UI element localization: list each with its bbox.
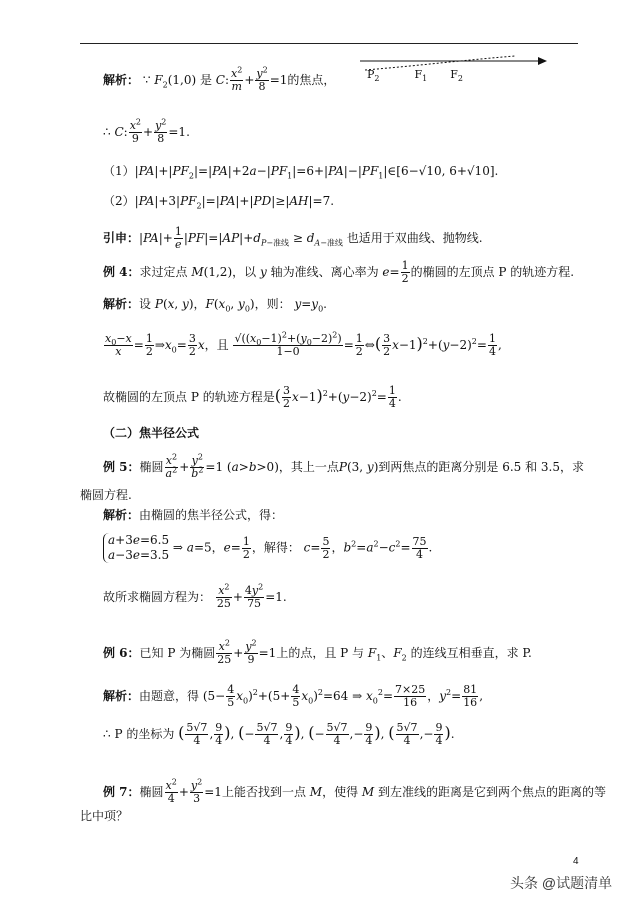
- example-5-cont: 椭圆方程.: [80, 488, 132, 502]
- example-4: 例 4：求过定点 M(1,2)，以 y 轴为准线、离心率为 e= $\frac{1}{2}$ 的椭圆的左顶点 P 的轨迹方程.: [103, 259, 575, 285]
- example-4-conclusion: 故椭圆的左顶点 P 的轨迹方程是( $\frac{3}{2}$ $x-1)^2+(y-2)^2=$ $\frac{1}{4}$ .: [103, 384, 402, 410]
- extension-line: 引申：|PA|+ $\frac{1}{e}$ $|PF|=|AP|+d_{P-准线} \ge d_{A-准线}$ 也适用于双曲线、抛物线.: [103, 225, 483, 251]
- example-6-coordinates: ∴ P 的坐标为 ( $\frac{5√7}{4}$ , $\frac{9}{4}$ ), (− $\frac{5√7}{4}$ , $\frac{9}{4}$ ), (− $\frac{5√7}{4}$ ,− $\frac{9}{4}$ ), ( $\frac{5√7}{4}$ ,− $\frac{9}{4}$ ).: [103, 721, 455, 747]
- example-6-solution: 解析：由题意，得 (5− $\frac{4}{5}$ $x_0)^2+(5+$ $\frac{4}{5}$ $x_0)^2=64$ ⇒ $x_0^2=$ $\frac{7\times 25}{16}$ ，$y^2=$ $\frac{81}{16}$ ,: [103, 683, 484, 709]
- example-5-solution: 解析：由椭圆的焦半径公式，得：: [103, 508, 284, 522]
- solution-part-1: $(1)|PA|+|PF_2|=|PA|+2a-|PF_1|=6+|PA|-|PF_1|\in[6-√10$, 6+√10].: [103, 164, 499, 181]
- example-5-conclusion: 故所求椭圆方程为： $\frac{x^2}{25}$ + $\frac{4y^2}{75}$ =1.: [103, 582, 287, 610]
- section-title-focal-radius: （二）焦半径公式: [103, 426, 200, 440]
- axis-arrow-icon: [538, 57, 547, 65]
- example-5-system: a+3e=6.5 a−3e=3.5 ⇒ a=5，e= $\frac{1}{2}$ ，解得： c= $\frac{5}{2}$ ，$b^2=a^2-c^2=$ $\frac{75}{4}$ .: [103, 533, 432, 563]
- example-6: 例 6：已知 P 为椭圆 $\frac{x^2}{25}$ + $\frac{y^2}{9}$ =1上的点，且 P 与 $F_1$、$F_2$ 的连线互相垂直，求 P.: [103, 638, 532, 666]
- header-rule: [80, 43, 578, 44]
- solution-line-1: 解析： ∵ $F_2(1,0)$ 是 C: $\frac{x^2}{m}$ + $\frac{y^2}{8}$ =1的焦点，: [103, 65, 336, 93]
- example-7-cont: 比中项？: [80, 809, 129, 823]
- diagram-labels: $P_2$ $F_1$ $F_2$: [367, 68, 463, 84]
- watermark: 头条 @试题清单: [510, 875, 613, 891]
- page-number: 4: [573, 856, 579, 867]
- example-5: 例 5：椭圆 $\frac{x^2}{a^2}$ + $\frac{y^2}{b^2}$ =1 (a>b>0)，其上一点P(3, y)到两焦点的距离分别是 6.5 和 3.5，求: [103, 452, 585, 480]
- solution-part-2: $(2)|PA|+3|PF_2|=|PA|+|PD|\ge|AH|=7$.: [103, 194, 335, 211]
- example-7: 例 7：椭圆 $\frac{x^2}{4}$ + $\frac{y^2}{3}$ =1上能否找到一点 M，使得 M 到左准线的距离是它到两个焦点的距离的等: [103, 777, 607, 805]
- example-4-solution: 解析：设 P(x, y)，$F(x_0$, $y_0$)，则： $y=y_0$.: [103, 297, 327, 314]
- example-4-equation: $\frac{x_0-x}{x}$ = $\frac{1}{2}$ $\Rightarrow x_0=$ $\frac{3}{2}$ x，且 $\frac{√((x_0-1)^2+(y_0-2)^2)}{1-0}$ = $\frac{1}{2}$ ⇔( $\frac{3}{2}$ $x-1)^2+(y-2)^2=$ $\frac{1}{4}$ ,: [105, 330, 502, 358]
- solution-line-2: ∴ C: $\frac{x^2}{9}$ + $\frac{y^2}{8}$ =1.: [103, 117, 190, 145]
